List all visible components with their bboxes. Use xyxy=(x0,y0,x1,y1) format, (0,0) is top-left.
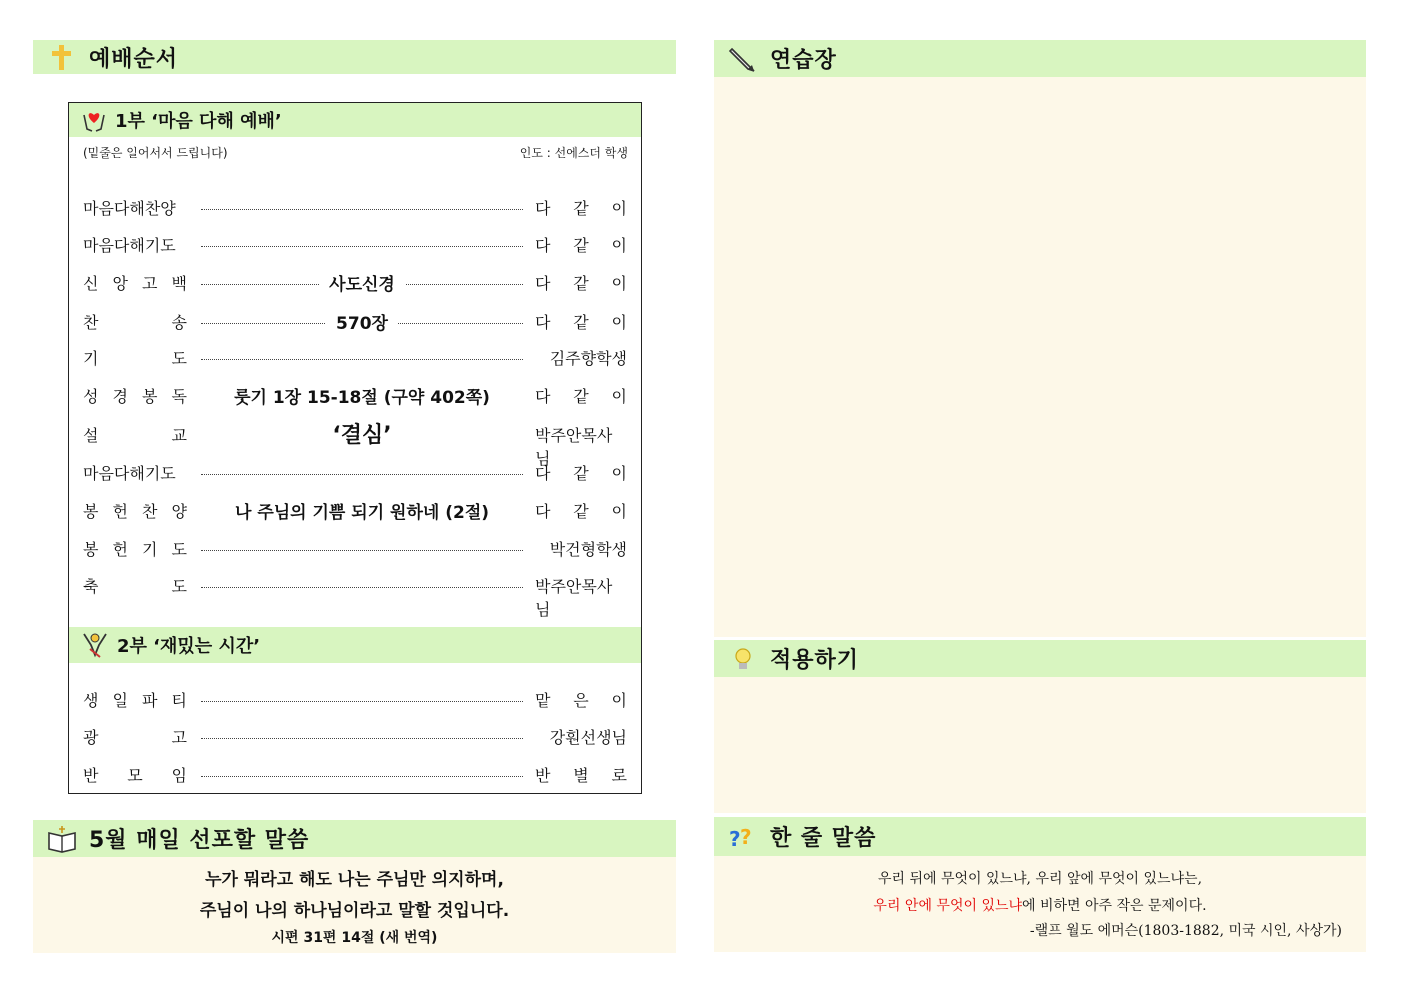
service-item-leader: 박건형학생 xyxy=(549,540,627,559)
service-item-detail: 나 주님의 기쁨 되기 원하네 (2절) xyxy=(201,498,523,523)
practice-area[interactable] xyxy=(714,77,1366,637)
service-item-detail: ‘결심’ xyxy=(201,418,523,449)
service-item-leader: 박주안목사님 xyxy=(535,577,613,619)
service-item-label: 축 도 xyxy=(83,577,187,596)
service-row xyxy=(83,574,627,619)
service-item-leader: 맡 은 이 xyxy=(535,691,627,710)
service-item-label: 봉 헌 찬 양 xyxy=(83,502,187,521)
leader-dots xyxy=(201,701,523,702)
service-row xyxy=(83,233,627,257)
service-item-label: 봉 헌 기 도 xyxy=(83,540,187,559)
service-item-leader: 다 같 이 xyxy=(535,274,627,293)
svg-text:?: ? xyxy=(740,824,752,849)
service-item-leader: 반 별 로 xyxy=(535,766,627,785)
service-row xyxy=(83,196,627,220)
service-row xyxy=(83,346,627,370)
open-bible-icon xyxy=(47,824,77,854)
service-item-leader: 다 같 이 xyxy=(535,199,627,218)
leader-dots xyxy=(201,550,523,551)
service-row xyxy=(83,537,627,561)
service-row xyxy=(83,271,627,295)
service-item-label: 반 모 임 xyxy=(83,766,187,785)
oneline-title: 한 줄 말씀 xyxy=(770,826,877,851)
leader-dots xyxy=(201,776,523,777)
service-item-label: 생 일 파 티 xyxy=(83,691,187,710)
worship-header xyxy=(33,40,676,74)
leader-note: 인도 : 선에스더 학생 xyxy=(519,146,628,160)
service-item-label: 성 경 봉 독 xyxy=(83,387,187,406)
verse-reference: 시편 31편 14절 (새 번역) xyxy=(271,930,438,946)
quote-line-1: 우리 뒤에 무엇이 있느냐, 우리 앞에 무엇이 있느냐는, xyxy=(877,871,1203,887)
verse-line-1: 누가 뭐라고 해도 나는 주님만 의지하며, xyxy=(205,870,504,890)
part1-title: 1부 ‘마음 다해 예배’ xyxy=(115,111,282,132)
apply-title: 적용하기 xyxy=(770,648,860,673)
heart-hands-icon xyxy=(81,107,107,133)
quote-line-2-rest: 에 비하면 아주 작은 문제이다. xyxy=(1022,898,1207,914)
service-item-label: 마음다해찬양 xyxy=(83,199,176,218)
question-marks-icon xyxy=(728,822,758,852)
part2-header xyxy=(69,627,641,663)
service-item-detail: 570장 xyxy=(201,309,523,334)
service-item-leader: 다 같 이 xyxy=(535,502,627,521)
service-item-leader: 박주안목사님 xyxy=(535,426,613,468)
declaration-title: 5월 매일 선포할 말씀 xyxy=(89,828,310,853)
service-item-leader: 다 같 이 xyxy=(535,236,627,255)
leader-dots xyxy=(201,587,523,588)
service-row xyxy=(83,688,627,712)
part2-title: 2부 ‘재밌는 시간’ xyxy=(117,636,261,657)
service-item-label: 기 도 xyxy=(83,349,187,368)
leader-dots xyxy=(201,246,523,247)
cheering-person-icon xyxy=(81,631,109,659)
part1-header xyxy=(69,103,641,137)
order-of-service xyxy=(68,102,642,794)
service-item-leader: 다 같 이 xyxy=(535,464,627,483)
service-row xyxy=(83,310,627,334)
service-item-label: 마음다해기도 xyxy=(83,464,176,483)
worship-title: 예배순서 xyxy=(89,46,179,72)
service-row xyxy=(83,461,627,485)
service-item-label: 광 고 xyxy=(83,728,187,747)
leader-dots xyxy=(201,209,523,210)
leader-dots xyxy=(201,359,523,360)
service-row xyxy=(83,499,627,523)
service-item-detail: 룻기 1장 15-18절 (구약 402쪽) xyxy=(201,383,523,408)
service-row xyxy=(83,725,627,749)
service-item-label: 찬 송 xyxy=(83,313,187,332)
leader-dots xyxy=(201,738,523,739)
cross-icon xyxy=(47,42,77,72)
service-item-detail: 사도신경 xyxy=(201,270,523,295)
practice-header xyxy=(714,40,1366,77)
declaration-header xyxy=(33,820,676,857)
service-item-label: 신 앙 고 백 xyxy=(83,274,187,293)
service-item-label: 마음다해기도 xyxy=(83,236,176,255)
service-item-leader: 강훤선생님 xyxy=(549,728,627,747)
quote-author: -랠프 월도 에머슨(1803-1882, 미국 시인, 사상가) xyxy=(1029,923,1342,939)
oneline-panel xyxy=(714,856,1366,952)
apply-header xyxy=(714,640,1366,677)
service-item-label: 설 교 xyxy=(83,426,187,445)
verse-line-2: 주님이 나의 하나님이라고 말할 것입니다. xyxy=(199,901,510,921)
apply-area[interactable] xyxy=(714,677,1366,813)
service-row xyxy=(83,763,627,787)
declaration-panel xyxy=(33,857,676,953)
standing-note: (밑줄은 일어서서 드립니다) xyxy=(83,146,228,160)
lightbulb-icon xyxy=(728,644,758,674)
service-row xyxy=(83,384,627,408)
service-item-leader: 다 같 이 xyxy=(535,387,627,406)
oneline-header xyxy=(714,817,1366,856)
service-item-leader: 김주향학생 xyxy=(549,349,627,368)
leader-dots xyxy=(201,474,523,475)
svg-text:?: ? xyxy=(729,826,741,851)
service-item-leader: 다 같 이 xyxy=(535,313,627,332)
practice-title: 연습장 xyxy=(770,48,837,73)
quote-highlight: 우리 안에 무엇이 있느냐 xyxy=(873,898,1023,914)
pencil-icon xyxy=(728,44,758,74)
service-row xyxy=(83,423,627,468)
quote-line-2 xyxy=(714,895,1366,915)
